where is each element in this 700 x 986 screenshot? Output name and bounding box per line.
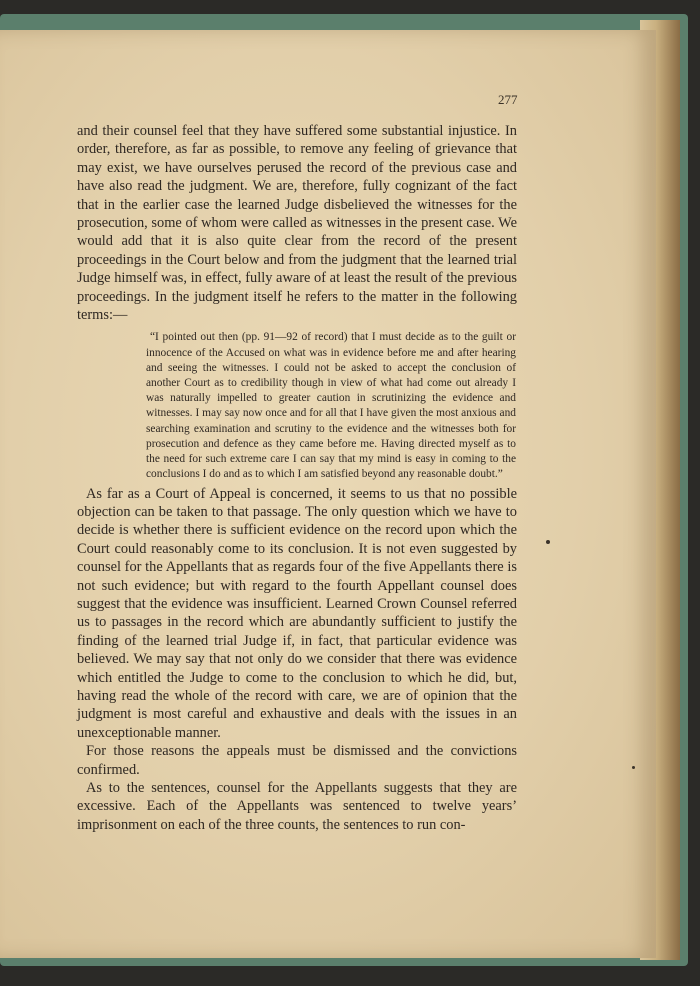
page-number: 277 (498, 92, 518, 107)
paragraph: As far as a Court of Appeal is concerned, it seems to us that no possible objection can be taken to that passage. The only question which we have to decide is whether there is sufficient evidence on the record upon which the Court could reasonably come to its conclusion. It is not even suggested by counsel for the Appellants that as regards four of the five Appellants there is not such evidence; but with regard to the fourth Appellant counsel does suggest that the evidence was insufficient. Learned Crown Counsel referred us to passages in the record which are abundantly sufficient to justify the finding of the learned trial Judge if, in fact, that particular evidence was believed. We may say that not only do we consider that there was evidence which entitled the Judge to come to the conclusion to which he did, but, having read the whole of the record with care, we are of opinion that the judgment is most careful and exhaustive and deals with the issues in an unexceptionable manner. (77, 485, 517, 741)
block-quote: “I pointed out then (pp. 91—92 of record) that I must decide as to the guilt or innocence of the Accused on what was in evidence before me and after hearing and seeing the witnesses. I could not be asked to accept the conclusion of another Court as to credibility though in view of what had come out already I was naturally impelled to greater caution in scrutinizing the evidence and witnesses. I may say now once and for all that I have given the most anxious and searching examination and scrutiny to the evidence and the witnesses both for prosecution and defence as they came before me. Having directed myself as to the need for such extreme care I can say that my mind is easy in coming to the conclusions I do and as to which I am satisfied beyond any reasonable doubt.” (146, 331, 516, 481)
paragraph: and their counsel feel that they have suffered some substantial injustice. In order, therefore, as far as possible, to remove any feeling of grievance that may exist, we have ourselves perused the record of the previous case and have also read the judgment. We are, therefore, fully cognizant of the fact that in the earlier case the learned Judge disbelieved the witnesses for the prosecution, some of whom were called as witnesses in the present case. We would add that it is also quite clear from the record of the present proceedings in the Court below and from the judgment that the learned trial Judge himself was, in effect, fully aware of at least the result of the previous proceedings. In the judgment itself he refers to the matter in the following terms:— (77, 123, 517, 324)
page-body (77, 122, 517, 834)
ink-speck (546, 540, 550, 544)
paragraph: As to the sentences, counsel for the Appellants suggests that they are excessive. Each of the Appellants was sentenced to twelve years’ imprisonment on each of the three counts, the sentences to run con- (77, 780, 517, 833)
paragraph: For those reasons the appeals must be dismissed and the convictions confirmed. (77, 743, 517, 778)
ink-speck (632, 766, 635, 769)
